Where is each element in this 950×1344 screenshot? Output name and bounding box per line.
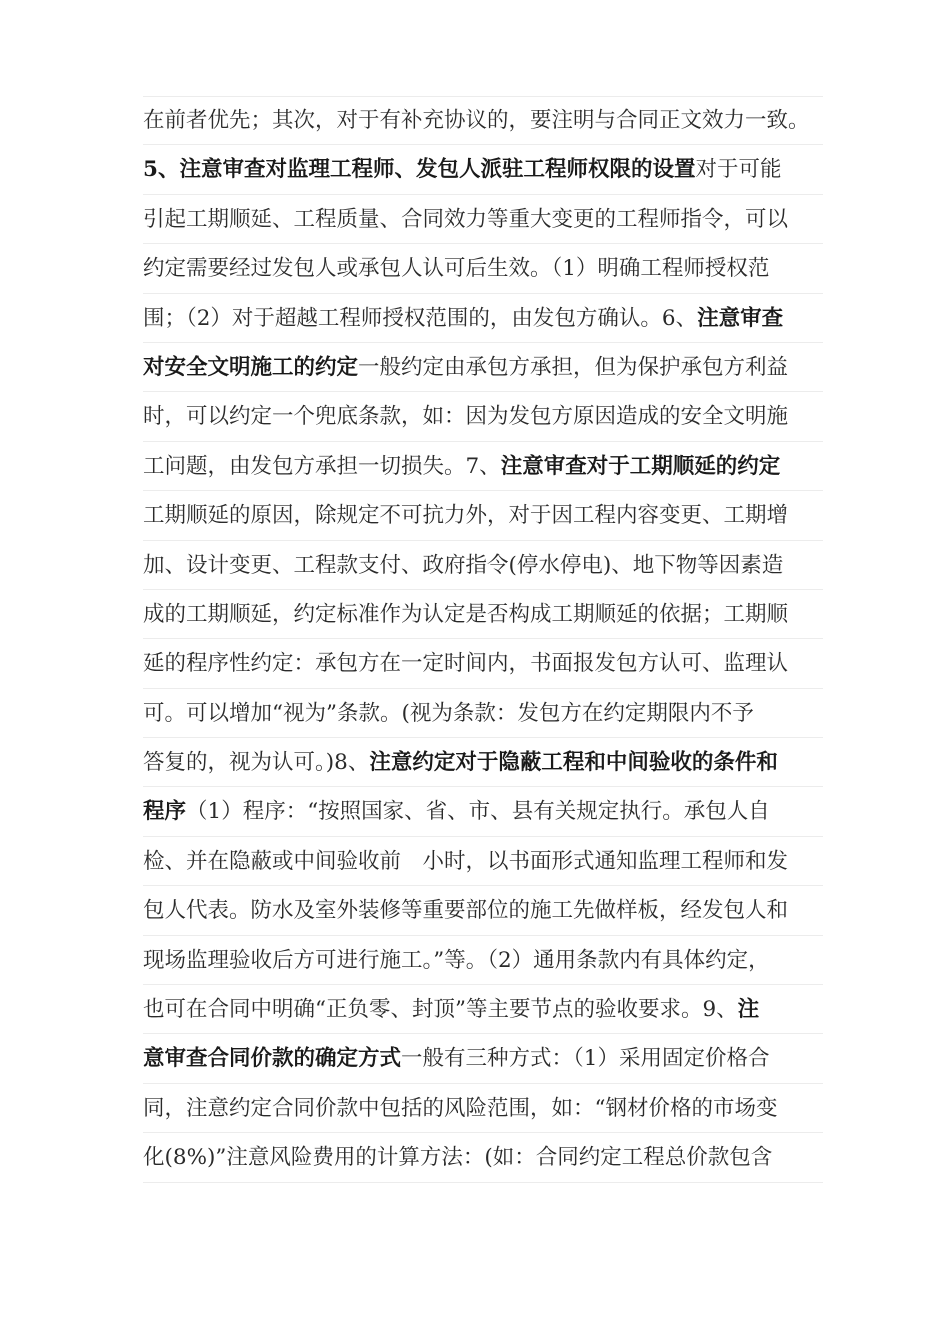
text-segment: 成的工期顺延，约定标准作为认定是否构成工期顺延的依据；工期顺 xyxy=(143,601,789,627)
text-line xyxy=(143,985,823,1034)
text-line xyxy=(143,1133,823,1182)
text-line xyxy=(143,294,823,343)
text-segment: 答复的，视为认可。)8、 xyxy=(143,750,370,776)
text-segment: 工问题，由发包方承担一切损失。7、 xyxy=(143,453,501,479)
text-line xyxy=(143,1034,823,1083)
text-line xyxy=(143,689,823,738)
text-segment: 引起工期顺延、工程质量、合同效力等重大变更的工程师指令，可以 xyxy=(143,206,789,232)
text-segment: 对于可能 xyxy=(695,157,782,183)
text-segment: 延的程序性约定：承包方在一定时间内，书面报发包方认可、监理认 xyxy=(143,651,789,677)
heading-6-cont: 对安全文明施工的约定 xyxy=(143,354,359,380)
text-line xyxy=(143,738,823,787)
text-line xyxy=(143,145,823,194)
text-line xyxy=(143,343,823,392)
text-line xyxy=(143,392,823,441)
body-text xyxy=(143,96,823,1183)
text-segment: 时，可以约定一个兜底条款，如：因为发包方原因造成的安全文明施 xyxy=(143,404,789,430)
text-segment: 可。可以增加“视为”条款。(视为条款：发包方在约定期限内不予 xyxy=(143,700,754,726)
text-segment: 一般约定由承包方承担，但为保护承包方利益 xyxy=(358,354,789,380)
text-line xyxy=(143,442,823,491)
text-segment: 加、设计变更、工程款支付、政府指令(停水停电)、地下物等因素造 xyxy=(143,552,784,578)
text-segment: 同，注意约定合同价款中包括的风险范围，如：“钢材价格的市场变 xyxy=(143,1095,778,1121)
text-segment: 一般有三种方式：（1）采用固定价格合 xyxy=(401,1046,770,1072)
text-line xyxy=(143,936,823,985)
heading-9: 注 xyxy=(737,997,760,1023)
text-line xyxy=(143,787,823,836)
text-segment: 也可在合同中明确“正负零、封顶”等主要节点的验收要求。9、 xyxy=(143,997,738,1023)
text-line xyxy=(143,590,823,639)
text-line xyxy=(143,541,823,590)
text-line xyxy=(143,1084,823,1133)
text-segment: 在前者优先；其次，对于有补充协议的，要注明与合同正文效力一致。 xyxy=(143,108,810,133)
text-segment: 工期顺延的原因，除规定不可抗力外，对于因工程内容变更、工期增 xyxy=(143,503,789,529)
heading-9-cont: 意审查合同价款的确定方式 xyxy=(143,1046,402,1072)
text-segment: （1）程序：“按照国家、省、市、县有关规定执行。承包人自 xyxy=(186,799,770,825)
text-line xyxy=(143,244,823,293)
heading-6: 注意审查 xyxy=(697,305,784,331)
heading-8: 注意约定对于隐蔽工程和中间验收的条件和 xyxy=(369,750,778,776)
text-segment: 化(8%)”注意风险费用的计算方法：(如：合同约定工程总价款包含 xyxy=(143,1145,773,1171)
text-line xyxy=(143,639,823,688)
text-line xyxy=(143,96,823,145)
heading-7: 注意审查对于工期顺延的约定 xyxy=(500,453,781,479)
text-line xyxy=(143,886,823,935)
text-line xyxy=(143,195,823,244)
text-line xyxy=(143,491,823,540)
text-line xyxy=(143,837,823,886)
heading-8-cont: 程序 xyxy=(143,799,187,825)
heading-5: 5、注意审查对监理工程师、发包人派驻工程师权限的设置 xyxy=(143,157,696,183)
text-segment: 包人代表。防水及室外装修等重要部位的施工先做样板，经发包人和 xyxy=(143,898,789,924)
text-segment: 现场监理验收后方可进行施工。”等。（2）通用条款内有具体约定， xyxy=(143,947,770,973)
text-segment: 围；（2）对于超越工程师授权范围的，由发包方确认。6、 xyxy=(143,305,698,331)
text-segment: 检、并在隐蔽或中间验收前 小时，以书面形式通知监理工程师和发 xyxy=(143,848,789,874)
text-segment: 约定需要经过发包人或承包人认可后生效。（1）明确工程师授权范 xyxy=(143,256,770,282)
